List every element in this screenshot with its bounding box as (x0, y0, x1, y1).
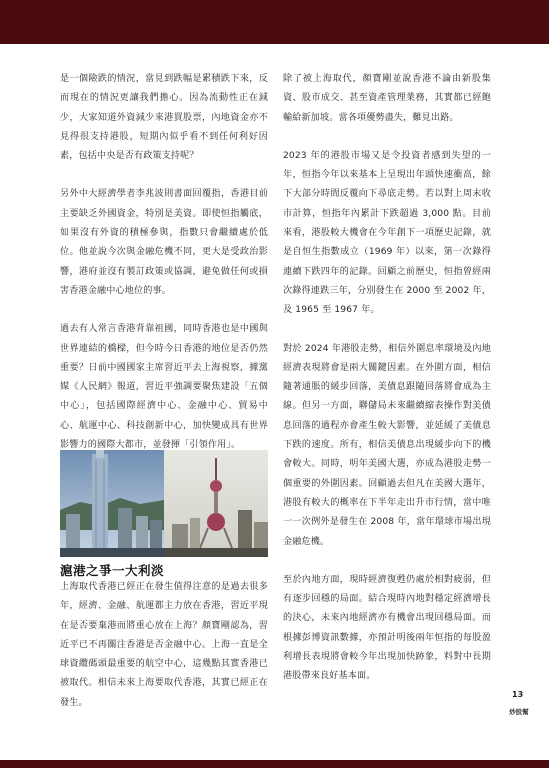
left-column (60, 70, 268, 455)
right-column (283, 70, 491, 687)
paragraph: 2023 年的港股市場又是令投資者感到失望的一年，恒指今年以來基本上呈現出年頭快速衝高，餘下大部分時間反覆向下尋底走勢。若以對上周末收市計算，恒指年內累計下跌超過 3,000 點。目前來看，港股較大機會在今年創下一項歷史記錄，就是自恒生指數成立（1969 年）以來，第一次錄得連續下跌四年的記錄。回顧之前歷史，恒指曾經兩次錄得連跌三年，分別發生在 2000 至 2002 年，及 1965 至 1967 年。 (283, 150, 491, 316)
left-column-bottom (60, 578, 268, 713)
page-number: 13 (512, 690, 524, 699)
top-banner (0, 0, 549, 44)
paragraph: 是一個險跌的情況，當見到跌幅是累積跌下來，反而現在的情況更讓我們擔心。因為流動性正在減少，大家知道外資減少來港買股票，內地資金亦不見得很支持港股，短期內似乎看不到任何利好因素，包括中央是否有政策支持呢？ (60, 74, 268, 162)
paragraph: 除了被上海取代，顏寶剛並說香港不論由新股集資、股市成交、甚至資產管理業務，其實都已經飽輸給新加坡。當各項優勢盡失，難見出路。 (283, 74, 491, 123)
city-skyline-image (60, 450, 268, 557)
skyline-photo (60, 450, 268, 557)
bottom-banner (0, 760, 549, 768)
paragraph: 過去有人常言香港背靠祖國，同時香港也是中國與世界連結的橋樑，但今時今日香港的地位是否仍然重要？日前中國國家主席習近平去上海視察，據黨媒《人民網》報道，習近平強調要聚焦建設「五個中心」，包括國際經濟中心、金融中心、貿易中心、航運中心、科技創新中心，加快變成具有世界影響力的國際大都市，並發揮「引領作用」。 (60, 324, 268, 451)
paragraph: 另外中大經濟學者李兆波則書面回覆指，香港目前主要缺乏外國資金，特別是美資。即使恒指觸底，如果沒有外資的積極參與，指數只會繼續處於低位。他並說今次與金融危機不同，更大是受政治影響，港府並沒有製訂政策或協調，避免做任何或損害香港金融中心地位的事。 (60, 189, 268, 296)
paragraph: 至於內地方面，現時經濟復甦仍處於相對疲弱，但有逐步回穩的局面。結合現時內地對穩定經濟增長的決心，未來內地經濟亦有機會出現回穩局面。而根據彭博資訊數據，亦預計明後兩年恒指的每股盈利增長表現將會較今年出現加快跡象，料對中長期港股帶來良好基本面。 (283, 574, 491, 682)
section-heading: 滬港之爭一大利淡 (60, 563, 165, 578)
paragraph: 上海取代香港已經正在發生值得注意的是過去很多年，經濟、金融、航運都主力放在香港，習近平現在是否要棄港而將重心放在上海？顏寶剛認為，習近平已不再關注香港是否金融中心。上海一直是全球資纜碼頭最重要的航空中心，這幾點其實香港已被取代。相信未來上海要取代香港，其實已經正在發生。 (60, 582, 268, 708)
publication-logo: 炒股幫 (509, 708, 529, 716)
paragraph: 對於 2024 年港股走勢，相信外圍息率環境及內地經濟表現將會是兩大關鍵因素。在外圍方面，相信隨著通脹的緩步回落，美債息跟隨回落將會成為主線。但另一方面，聯儲局未來繼續縮表操作對美債息回落的過程亦會產生較大影響，並延緩了美債息下跌的速度。所有，相信美債息出現緩步向下的機會較大。同時，明年美國大選，亦成為港股走勢一個重要的外圍因素。回顧過去但凡在美國大選年，港股有較大的概率在下半年走出升市行情，當中唯一一次例外是發生在 2008 年，當年環球市場出現金融危機。 (283, 343, 491, 547)
